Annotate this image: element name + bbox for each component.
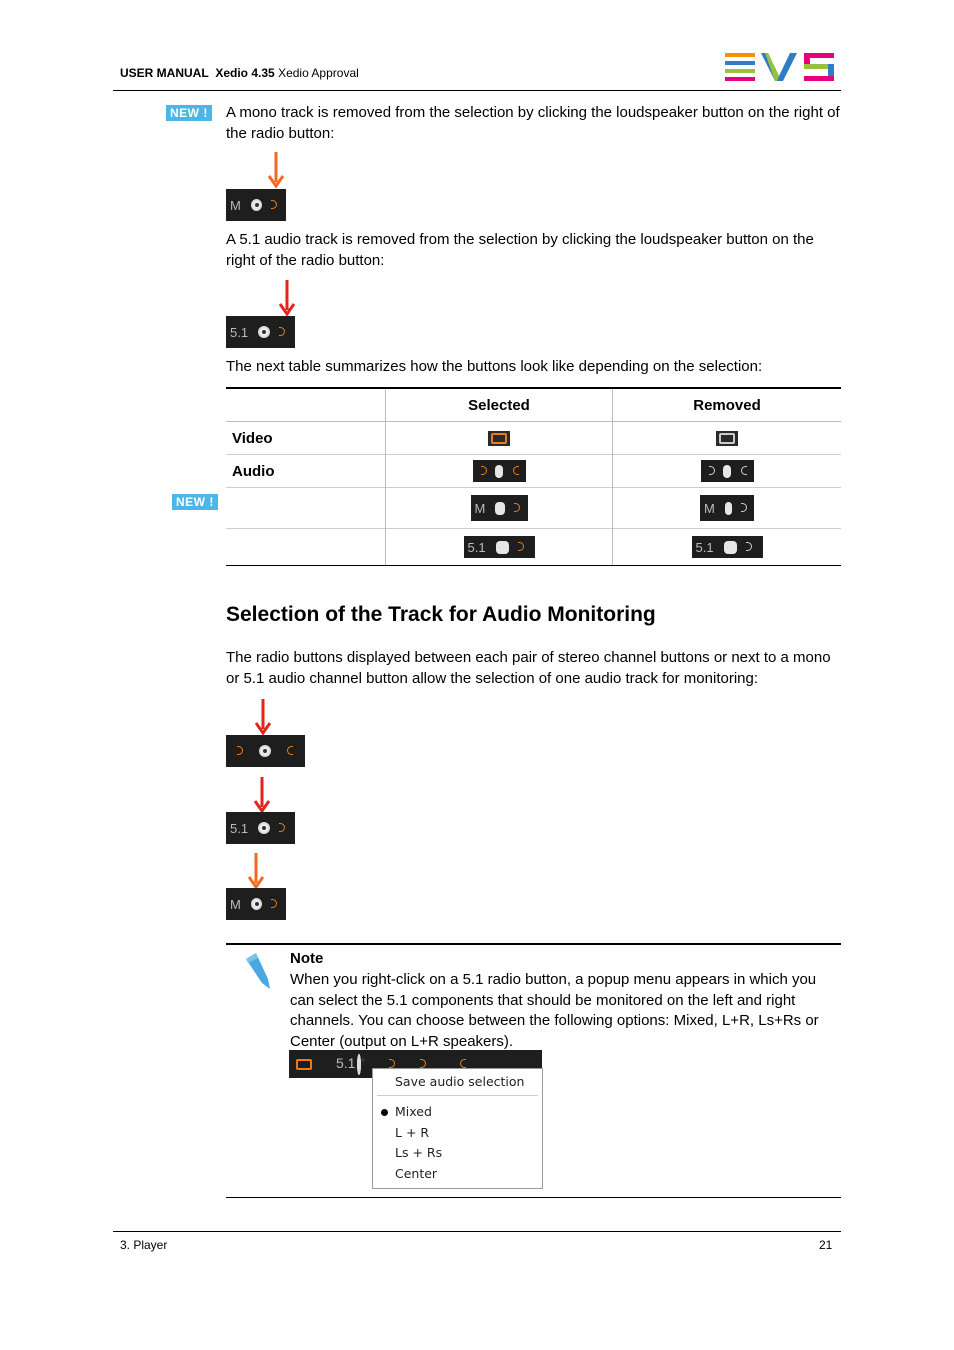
menu-divider xyxy=(377,1095,538,1096)
radio-button[interactable] xyxy=(259,745,271,757)
audio-selection-menu xyxy=(372,1068,543,1189)
mono-label: M xyxy=(230,197,241,213)
header-selected: Selected xyxy=(386,388,613,422)
product-name: Xedio 4.35 xyxy=(215,66,275,80)
note-title: Note xyxy=(290,950,324,967)
note-bottom-rule xyxy=(226,1197,841,1198)
radio-button[interactable] xyxy=(251,199,262,211)
stereo-selected-button xyxy=(473,460,526,482)
pen-icon xyxy=(242,951,274,991)
header-removed: Removed xyxy=(613,388,842,422)
five-removed-button: 5.1 xyxy=(692,536,763,558)
arrow-down-icon xyxy=(255,699,271,737)
row-label-audio: Audio xyxy=(226,455,386,488)
manual-label: USER MANUAL xyxy=(120,66,209,80)
video-icon xyxy=(293,1057,315,1072)
header-rule xyxy=(113,90,841,91)
module-name: Xedio Approval xyxy=(278,66,359,80)
section-body-text: The radio buttons displayed between each pair of stereo channel buttons or next to a mono or 5.1 audio channel button allow the selection of one audio track for monitoring: xyxy=(226,649,831,687)
arrow-down-icon xyxy=(248,853,264,891)
stereo-removed-button xyxy=(701,460,754,482)
speaker-icon[interactable] xyxy=(286,745,294,757)
evs-logo xyxy=(724,52,836,82)
menu-item-center[interactable]: Center xyxy=(395,1165,438,1181)
menu-item-lr[interactable]: L + R xyxy=(395,1124,430,1140)
mono-removed-button: M xyxy=(700,495,754,521)
speaker-icon[interactable] xyxy=(271,898,278,910)
button-states-table xyxy=(226,387,841,566)
table-intro-text: The next table summarizes how the buttons look like depending on the selection: xyxy=(226,358,763,375)
menu-item-lsrs[interactable]: Ls + Rs xyxy=(395,1145,443,1160)
video-selected-button xyxy=(488,431,510,446)
radio-button[interactable] xyxy=(251,898,262,910)
new-badge: NEW ! xyxy=(166,105,212,121)
speaker-icon[interactable] xyxy=(237,745,245,757)
section-title: Selection of the Track for Audio Monitoring xyxy=(226,603,656,626)
five-selected-button: 5.1 xyxy=(464,536,535,558)
arrow-down-icon xyxy=(279,280,295,318)
radio-button[interactable] xyxy=(258,326,270,338)
menu-item-save[interactable]: Save audio selection xyxy=(395,1074,525,1089)
mono-selected-button: M xyxy=(471,495,528,521)
footer-rule xyxy=(113,1231,841,1232)
mono-monitoring-button[interactable]: M xyxy=(226,888,286,920)
arrow-down-icon xyxy=(268,152,284,190)
page-header xyxy=(120,66,359,80)
mono-track-button[interactable] xyxy=(226,189,286,221)
new-badge: NEW ! xyxy=(172,494,218,510)
note-top-rule xyxy=(226,943,841,945)
note-body: When you right-click on a 5.1 radio button, a popup menu appears in which you can select the 5.1 components that should be monitored on the left and right channels. You can choose between the following options: Mixed, L+R, Ls+Rs or Center (output on L+R speakers). xyxy=(290,971,819,1050)
radio-button[interactable] xyxy=(258,822,270,834)
row-label-video: Video xyxy=(226,422,386,455)
video-removed-button xyxy=(716,431,738,446)
stereo-monitoring-button[interactable] xyxy=(226,735,305,767)
mono-removal-text: A mono track is removed from the selection by clicking the loudspeaker button on the right of the radio button: xyxy=(226,104,840,142)
page-number: 21 xyxy=(819,1238,833,1252)
menu-item-mixed[interactable]: Mixed xyxy=(373,1102,542,1123)
strip-five-label: 5.1 xyxy=(336,1055,356,1071)
speaker-icon[interactable] xyxy=(279,326,287,338)
footer-chapter: 3. Player xyxy=(120,1238,168,1252)
five-label: 5.1 xyxy=(230,324,249,340)
header-empty xyxy=(226,388,386,422)
speaker-icon[interactable] xyxy=(279,822,287,834)
five-monitoring-button[interactable]: 5.1 xyxy=(226,812,295,844)
selected-bullet-icon xyxy=(381,1109,388,1116)
arrow-down-icon xyxy=(254,777,270,815)
five-track-button[interactable] xyxy=(226,316,295,348)
five-removal-text: A 5.1 audio track is removed from the selection by clicking the loudspeaker button on the right of the radio button: xyxy=(226,231,814,269)
radio-button[interactable] xyxy=(357,1054,361,1075)
speaker-icon[interactable] xyxy=(271,199,278,211)
